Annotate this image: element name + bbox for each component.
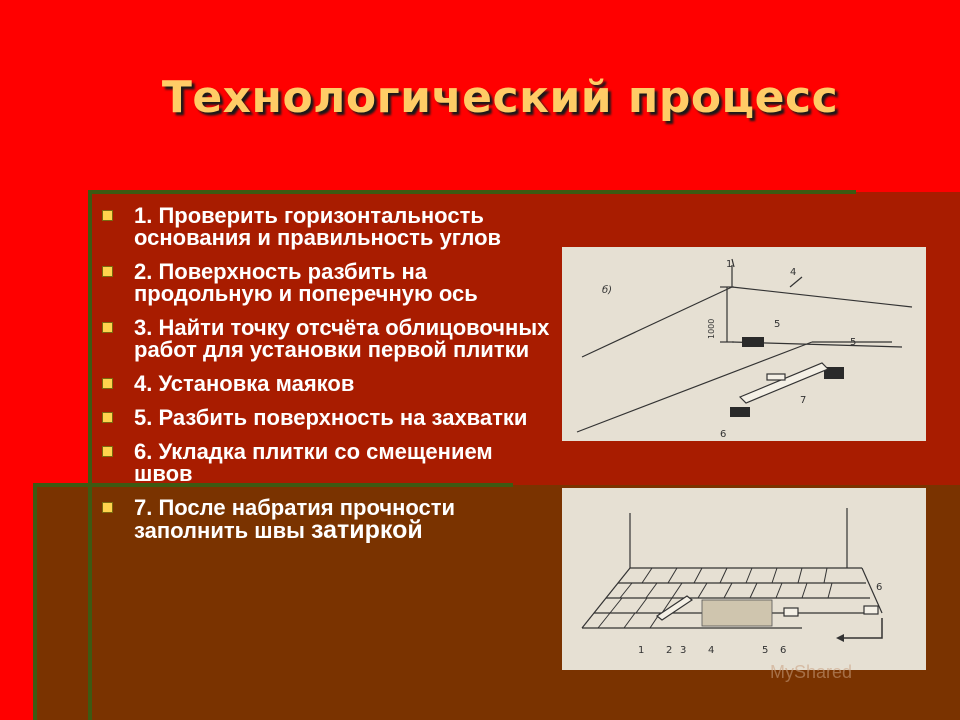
step-text: 7. После набратия прочности заполнить швы <box>134 495 456 543</box>
figure-label: 5 <box>850 337 857 348</box>
diagram-beacons <box>562 247 926 441</box>
figure-label: 2 <box>666 645 673 656</box>
figure-label: 5 <box>774 319 781 330</box>
figure-label: 6 <box>780 645 787 656</box>
step-text: 1. Проверить горизонтальность основания и правильность углов <box>134 203 502 250</box>
square-bullet-icon <box>102 322 113 333</box>
figure-label: 1 <box>638 645 645 656</box>
figure-label: 1000 <box>707 318 716 339</box>
list-item <box>100 373 550 395</box>
square-bullet-icon <box>102 378 113 389</box>
divider-line <box>33 483 37 720</box>
diagram-tiling <box>562 488 926 670</box>
square-bullet-icon <box>102 210 113 221</box>
watermark-logo: MyShared <box>770 662 853 682</box>
figure-label: 4 <box>790 267 797 278</box>
step-text: 4. Установка маяков <box>134 371 355 396</box>
square-bullet-icon <box>102 502 113 513</box>
figure-label: 6 <box>720 429 727 440</box>
step-text: 5. Разбить поверхность на захватки <box>134 405 528 430</box>
square-bullet-icon <box>102 446 113 457</box>
list-item <box>100 261 550 305</box>
list-item <box>100 497 550 542</box>
list-item <box>100 317 550 361</box>
step-text: 2. Поверхность разбить на продольную и поперечную ось <box>134 259 478 306</box>
step-text-emphasis: затиркой <box>311 516 423 544</box>
figure-label: 4 <box>708 645 715 656</box>
divider-line <box>88 190 856 194</box>
divider-line <box>88 190 92 720</box>
figure-label: 3 <box>680 645 687 656</box>
step-text: 3. Найти точку отсчёта облицовочных работ для установки первой плитки <box>134 315 550 362</box>
figure-label: 5 <box>762 645 769 656</box>
steps-list <box>100 205 550 554</box>
list-item <box>100 205 550 249</box>
slide-title: Технологический процесс <box>161 72 839 123</box>
list-item <box>100 407 550 429</box>
square-bullet-icon <box>102 266 113 277</box>
step-text: 6. Укладка плитки со смещением швов <box>134 439 493 486</box>
figure-label: 1 <box>726 259 733 270</box>
list-item <box>100 441 550 485</box>
figure-label: б) <box>602 285 613 296</box>
figure-label: 6 <box>876 582 883 593</box>
square-bullet-icon <box>102 412 113 423</box>
figure-label: 7 <box>800 395 807 406</box>
